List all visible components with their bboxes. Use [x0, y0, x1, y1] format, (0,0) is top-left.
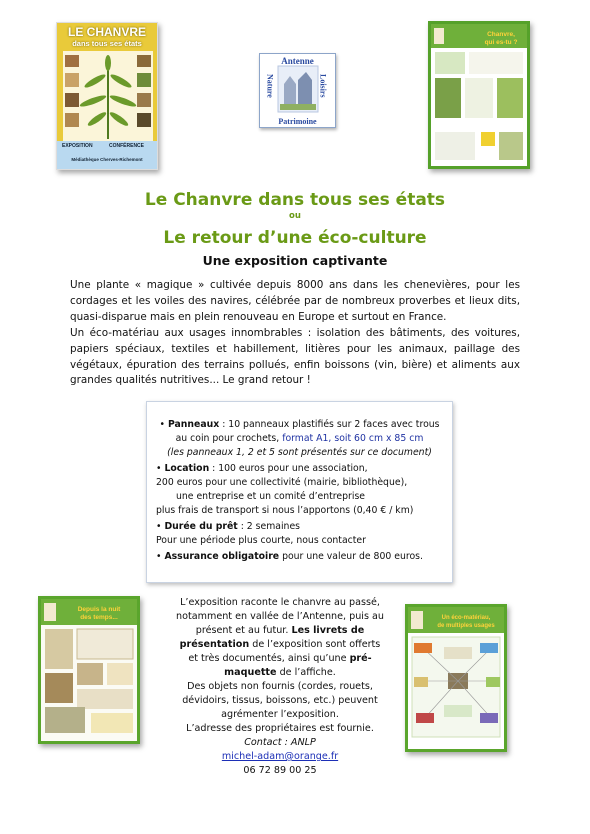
- anlp-logo: [259, 53, 336, 128]
- location-line: [156, 462, 368, 476]
- desc-line-5: [165, 652, 395, 666]
- contact-label: Contact : ANLP: [244, 737, 316, 748]
- panels-format: format A1, soit 60 cm x 85 cm: [282, 433, 424, 444]
- svg-text:Chanvre,: Chanvre,: [487, 31, 515, 38]
- desc-line-4: [165, 638, 395, 652]
- panels-note: (les panneaux 1, 2 et 5 sont présentés sur ce document): [167, 447, 432, 458]
- poster-eco-drawing: [408, 607, 504, 749]
- poster-qui-es-tu-drawing: [431, 24, 527, 166]
- poster-le-chanvre: [56, 22, 158, 170]
- location-line4: plus frais de transport si nous l’apportons (0,40 € / km): [156, 505, 414, 516]
- duration-label: Durée du prêt: [164, 521, 238, 532]
- desc-line-6b: de l’affiche.: [276, 667, 336, 678]
- svg-text:Depuis la nuit: Depuis la nuit: [77, 606, 121, 613]
- location-line2: 200 euros pour une collectivité (mairie, bibliothèque),: [156, 477, 408, 488]
- desc-line-7: Des objets non fournis (cordes, rouets,: [187, 681, 373, 692]
- desc-line-6: [165, 666, 395, 680]
- bullet: •: [156, 521, 162, 532]
- svg-text:Nature: Nature: [265, 74, 275, 98]
- poster-depuis-la-nuit: [38, 596, 140, 744]
- desc-line-4b: de l’exposition sont offerts: [249, 639, 381, 650]
- desc-line-1: L’exposition raconte le chanvre au passé,: [180, 597, 380, 608]
- location-line3: une entreprise et un comité d’entreprise: [176, 491, 366, 502]
- panels-label: Panneaux: [167, 419, 220, 430]
- desc-line-3a: présent et au futur.: [195, 625, 292, 636]
- duration-text: : 2 semaines: [237, 521, 301, 532]
- bullet: •: [159, 419, 165, 430]
- subtitle: Une exposition captivante: [202, 253, 388, 268]
- poster-eco-materiau: [405, 604, 507, 752]
- insurance-line: [156, 550, 423, 564]
- rental-info-box: [146, 401, 453, 583]
- bullet: •: [156, 551, 162, 562]
- location-text: : 100 euros pour une association,: [209, 463, 368, 474]
- main-title: Le Chanvre dans tous ses états: [144, 190, 446, 210]
- duration-line: [156, 520, 300, 534]
- contact-phone: 06 72 89 00 25: [243, 765, 317, 776]
- duration-line2: Pour une période plus courte, nous contacter: [156, 535, 366, 546]
- poster-subtitle: dans tous ses états: [72, 39, 142, 48]
- bullet: •: [156, 463, 162, 474]
- svg-text:Loisirs: Loisirs: [318, 74, 328, 98]
- desc-line-2: notamment en vallée de l’Antenne, puis au: [176, 611, 384, 622]
- location-label: Location: [164, 463, 210, 474]
- uses-paragraph: Un éco-matériau aux usages innombrables : isolation des bâtiments, des voitures, papiers spéciaux, textiles et habillement, litières pour les animaux, paillage des végétaux, épuration des terrains pollués, enfin boissons (vin, bière) et aliments aux grandes qualités nutritives... Le grand retour !: [70, 327, 520, 387]
- desc-line-8: dévidoirs, tissus, boissons, etc.) peuvent: [182, 695, 378, 706]
- panels-line: [147, 418, 452, 432]
- desc-line-6a: maquette: [224, 667, 277, 678]
- anlp-logo-drawing: [260, 54, 335, 127]
- svg-text:Antenne: Antenne: [281, 56, 314, 66]
- svg-text:Patrimoine: Patrimoine: [278, 117, 317, 126]
- panels-text: : 10 panneaux plastifiés sur 2 faces avec trous: [219, 419, 440, 430]
- desc-line-10: L’adresse des propriétaires est fournie.: [186, 723, 374, 734]
- contact-email-line: [165, 750, 395, 764]
- poster-venue: Médiathèque Cherves-Richemont: [71, 157, 143, 162]
- svg-text:Un éco-matériau,: Un éco-matériau,: [441, 615, 491, 621]
- svg-text:de multiples usages: de multiples usages: [437, 623, 495, 629]
- desc-line-5a: et très documentés, ainsi qu’une: [188, 653, 350, 664]
- desc-line-3: [165, 624, 395, 638]
- poster-conf-label: CONFÉRENCE: [109, 143, 145, 149]
- insurance-label: Assurance obligatoire: [164, 551, 280, 562]
- contact-email-link[interactable]: michel-adam@orange.fr: [221, 751, 339, 762]
- desc-line-5b: pré-: [349, 653, 372, 664]
- desc-line-3b: Les livrets de: [291, 625, 365, 636]
- poster-expo-label: EXPOSITION: [62, 143, 93, 149]
- desc-line-4a: présentation: [179, 639, 250, 650]
- intro-paragraph: Une plante « magique » cultivée depuis 8000 ans dans les chenevières, pour les cordages et les voiles des navires, célébrée par de nombreux proverbes et lieux dits, quasi-disparue mais en plein renouveau en Europe et surtout en France.: [70, 279, 520, 323]
- svg-text:des temps...: des temps...: [80, 614, 118, 621]
- title-connector: ou: [289, 211, 301, 221]
- secondary-title: Le retour d’une éco-culture: [163, 228, 427, 248]
- poster-chanvre-qui-es-tu: [428, 21, 530, 169]
- svg-text:qui es-tu ?: qui es-tu ?: [484, 39, 518, 46]
- panels-line2: au coin pour crochets,: [175, 433, 283, 444]
- desc-line-9: agrémenter l’exposition.: [221, 709, 339, 720]
- insurance-text: pour une valeur de 800 euros.: [279, 551, 423, 562]
- hemp-illustration: [63, 51, 153, 141]
- poster-title: LE CHANVRE: [67, 25, 146, 39]
- hemp-plant-drawing: [63, 51, 153, 141]
- panels-format-line: [147, 432, 452, 446]
- poster-nuit-drawing: [41, 599, 137, 741]
